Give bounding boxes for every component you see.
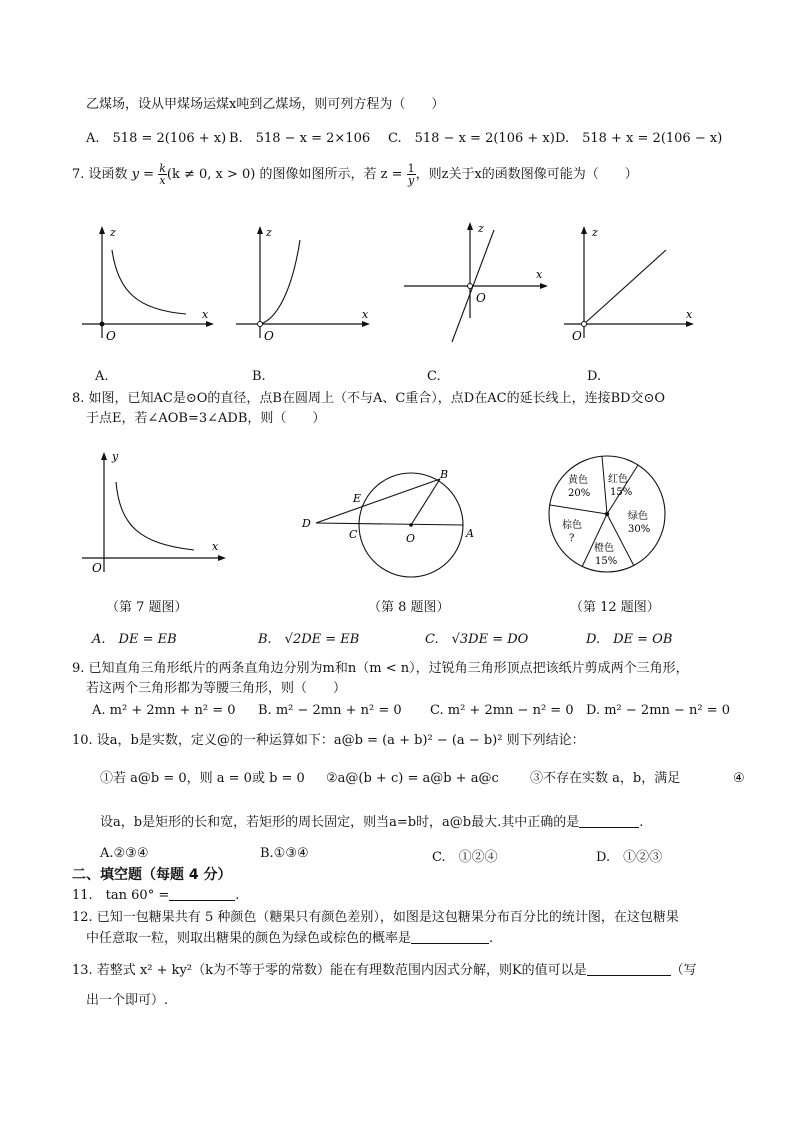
q8-line2: 于点E，若∠AOB=3∠ADB，则（ ） [86,411,326,426]
origin-label: O [264,329,274,343]
point-e-label: E [353,492,362,505]
q11: 11. tan 60° = . [72,888,240,903]
q6-option-c: C. 518 − x = 2(106 + x) [388,131,555,146]
q10-statement-4-marker: ④ [733,771,745,786]
q9-option-d: D. m² − 2mn − n² = 0 [586,703,731,718]
q12-answer-blank[interactable] [411,931,489,944]
pie-label-red: 红色 [608,474,628,485]
axis-z-label: z [110,226,116,239]
q10-option-a: A.②③④ [100,846,149,861]
q7-graph-d [562,222,702,342]
pie-label-green: 绿色 [628,511,648,522]
q9-option-a: A. m² + 2mn + n² = 0 [92,703,236,718]
q13-answer-blank[interactable] [587,963,671,976]
q7-graph-c [402,218,552,348]
q9-option-c: C. m² + 2mn − n² = 0 [430,703,574,718]
q10-statement-3: ③不存在实数 a，b，满足 [530,771,681,786]
pie-pct-orange: 15% [595,556,618,567]
axis-x-label: x [536,268,543,281]
q6-option-b: B. 518 − x = 2×106 [229,131,371,146]
q7-graph-b [234,222,374,342]
q10-option-c: C. ①②④ [432,850,498,865]
point-o-label: O [406,532,416,545]
origin-label: O [572,329,582,343]
q10-option-d: D. ①②③ [596,850,663,865]
q10-option-b: B.①③④ [260,846,309,861]
pie-label-orange: 橙色 [594,543,614,554]
axis-x-label: x [362,308,369,321]
fig7-caption: （第 7 题图） [106,600,188,615]
q10-line3: 设a，b是矩形的长和宽，若矩形的周长固定，则当a=b时，a@b最大.其中正确的是 . [100,815,644,830]
q10-answer-blank[interactable] [579,815,639,828]
pie-pct-red: 15% [610,487,633,498]
fig7-y-label: y [112,450,119,463]
q7-label-b: B. [252,369,266,384]
q8-option-a: A. DE = EB [92,632,177,647]
k-over-x-fraction: $\frac{k}{x}$ [159,162,166,187]
q6-option-d: D. 518 + x = 2(106 − x) [555,131,723,146]
point-b-label: B [440,468,449,481]
q12-line1: 12. 已知一包糖果共有 5 种颜色（糖果只有颜色差别），如图是这包糖果分布百分比的统计图，在这包糖果 [72,910,679,925]
q7-stem: 7. 设函数 y = $\frac{k}{x}$ (k ≠ 0, x > 0) 的图像如图所示，若 z = $\frac{1}{y}$ ，则z关于x的函数图像可能为（ ） [72,162,638,187]
q10-statement-1: ①若 a@b = 0，则 a = 0或 b = 0 [100,771,305,786]
q8-option-b: B. √2DE = EB [258,632,360,647]
q13-line2: 出一个即可）. [86,993,169,1008]
q8-line1: 8. 如图，已知AC是⊙O的直径，点B在圆周上（不与A、C重合），点D在AC的延长线上，连接BD交⊙O [72,391,666,406]
fig7-x-label: x [212,540,219,553]
axis-z-label: z [592,226,598,239]
q13-line1: 13. 若整式 x² + ky²（k为不等于零的常数）能在有理数范围内因式分解，则K的值可以是 （写 [72,963,697,978]
fig12-pie-chart [548,453,668,573]
axis-z-label: z [266,226,272,239]
q7-label-a: A. [95,369,109,384]
section-2-heading: 二、填空题（每题 4 分） [72,867,232,883]
point-a-label: A [466,527,474,540]
pie-pct-brown: ? [569,533,575,544]
q10-statement-2: ②a@(b + c) = a@b + a@c [326,771,499,786]
point-c-label: C [349,528,358,541]
one-over-y-fraction: $\frac{1}{y}$ [407,162,415,187]
axis-x-label: x [686,308,693,321]
q6-continuation: 乙煤场，设从甲煤场运煤x吨到乙煤场，则可列方程为（ ） [86,97,445,112]
q8-option-c: C. √3DE = DO [425,632,529,647]
q11-answer-blank[interactable] [169,888,235,901]
q9-line1: 9. 已知直角三角形纸片的两条直角边分别为m和n（m < n），过锐角三角形顶点把该纸片剪成两个三角形， [72,661,689,676]
origin-label: O [106,329,116,343]
q12-line2: 中任意取一粒，则取出糖果的颜色为绿色或棕色的概率是 . [86,931,494,946]
q6-option-a: A. 518 = 2(106 + x) [86,131,227,146]
point-d-label: D [302,517,311,530]
q7-graph-a [78,222,218,342]
fig7-hyperbola [80,446,230,576]
pie-label-brown: 棕色 [562,520,582,531]
fig8-caption: （第 8 题图） [368,600,450,615]
pie-label-yellow: 黄色 [568,475,588,486]
fig7-origin-label: O [92,561,102,575]
axis-z-label: z [478,222,484,235]
q10-line1: 10. 设a，b是实数，定义@的一种运算如下：a@b = (a + b)² − (a − b)² 则下列结论： [72,733,585,748]
q7-label-c: C. [427,369,441,384]
pie-pct-yellow: 20% [568,488,591,499]
pie-pct-green: 30% [628,524,651,535]
q9-option-b: B. m² − 2mn + n² = 0 [258,703,402,718]
q9-line2: 若这两个三角形都为等腰三角形，则（ ） [86,681,347,696]
fig12-caption: （第 12 题图） [570,600,660,615]
q8-option-d: D. DE = OB [586,632,673,647]
origin-label: O [476,291,486,305]
q7-label-d: D. [587,369,602,384]
fig8-circle [296,466,486,576]
axis-x-label: x [202,308,209,321]
